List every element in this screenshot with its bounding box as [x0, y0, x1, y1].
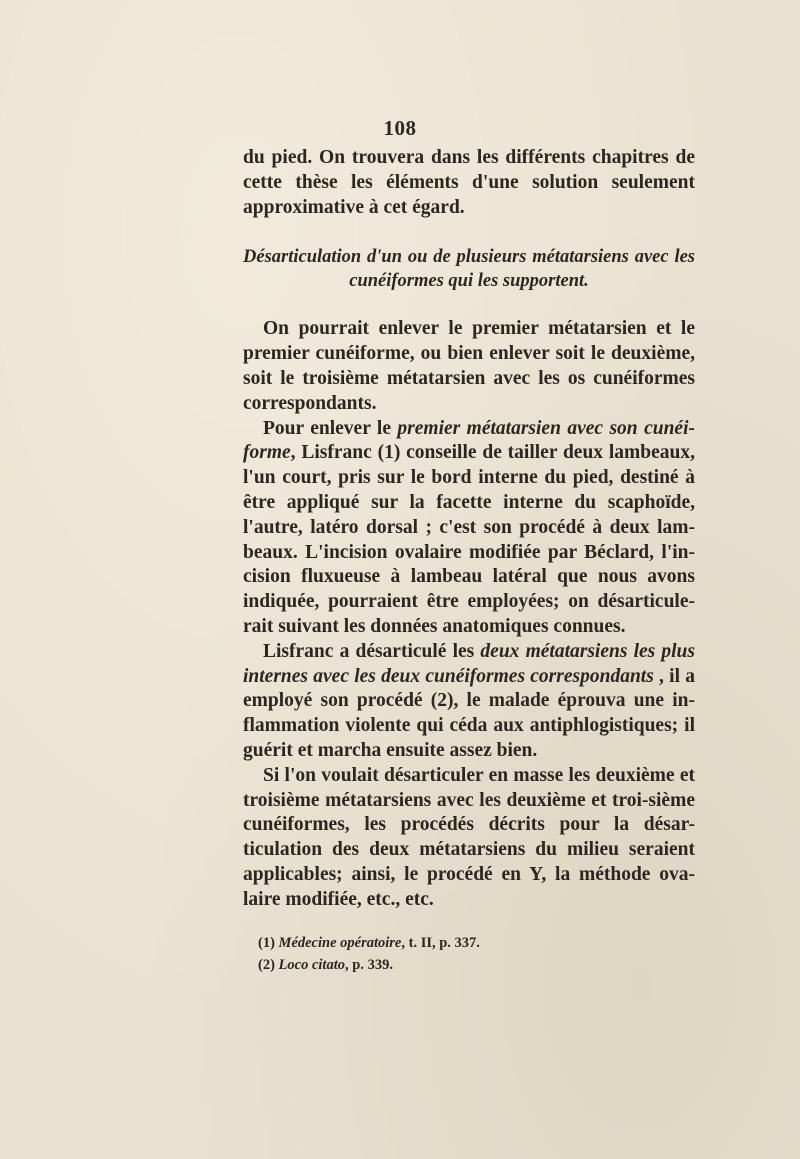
footnote-2-title: Loco citato	[278, 957, 345, 973]
page-number: 108	[383, 116, 417, 140]
paragraph-3	[243, 640, 695, 764]
paragraph-3-text-c: , il a employé son procédé (2), le malade éprouva une in-flammation violente qui céda aux antiphlogistiques; il guérit et marcha ensuite assez bien.	[243, 665, 695, 761]
footnote-1-title: Médecine opératoire	[278, 935, 402, 951]
paragraph-2-text-c: , Lisfranc (1) conseille de tailler deux lambeaux, l'un court, pris sur le bord interne du pied, destiné à être appliqué sur la facette interne du scaphoïde, l'autre, latéro dorsal ; c'est son procédé à deux lam-beaux. L'incision ovalaire modifiée par Béclard, l'in-cision fluxueuse à lambeau latéral que nous avons indiquée, pourraient être employées; on désarticule-rait suivant les données anatomiques connues.	[243, 442, 695, 637]
section-title	[243, 245, 695, 293]
footnote-1-ref: , t. II, p. 337.	[401, 935, 480, 951]
paragraph-2-text-a: Pour enlever le	[263, 417, 398, 439]
paragraph-2	[243, 417, 695, 640]
footnote-2	[258, 954, 480, 976]
body-text	[243, 146, 695, 913]
footnote-1	[258, 932, 480, 954]
section-title-line-2: cunéiformes qui les supportent.	[349, 271, 589, 292]
paragraph-3-italic: deux métatarsiens les plus internes avec les deux cunéiformes correspondants	[243, 640, 695, 687]
footnote-2-ref: , p. 339.	[345, 957, 393, 973]
paragraph-3-text-a: Lisfranc a désarticulé les	[263, 640, 481, 662]
footnotes	[258, 932, 480, 976]
paragraph-4: Si l'on voulait désarticuler en masse les deuxième et troisième métatarsiens avec les deuxième et troi-sième cunéiformes, les procédés décrits pour la désar-ticulation des deux métatarsiens du milieu seraient applicables; ainsi, le procédé en Y, la méthode ova-laire modifiée, etc., etc.	[243, 764, 695, 910]
paragraph-2-italic: premier métatarsien avec son cunéi-forme	[243, 417, 695, 464]
section-title-line-1: Désarticulation d'un ou de plusieurs métatarsiens avec les	[243, 247, 695, 268]
paragraph-1: On pourrait enlever le premier métatarsien et le premier cunéiforme, ou bien enlever soit le deuxième, soit le troisième métatarsien avec les os cunéiformes correspondants.	[243, 318, 695, 414]
footnote-2-mark: (2)	[258, 957, 275, 973]
footnote-1-mark: (1)	[258, 935, 275, 951]
paragraph-continuation: du pied. On trouvera dans les différents chapitres de cette thèse les éléments d'une solution seulement approximative à cet égard.	[243, 147, 695, 218]
